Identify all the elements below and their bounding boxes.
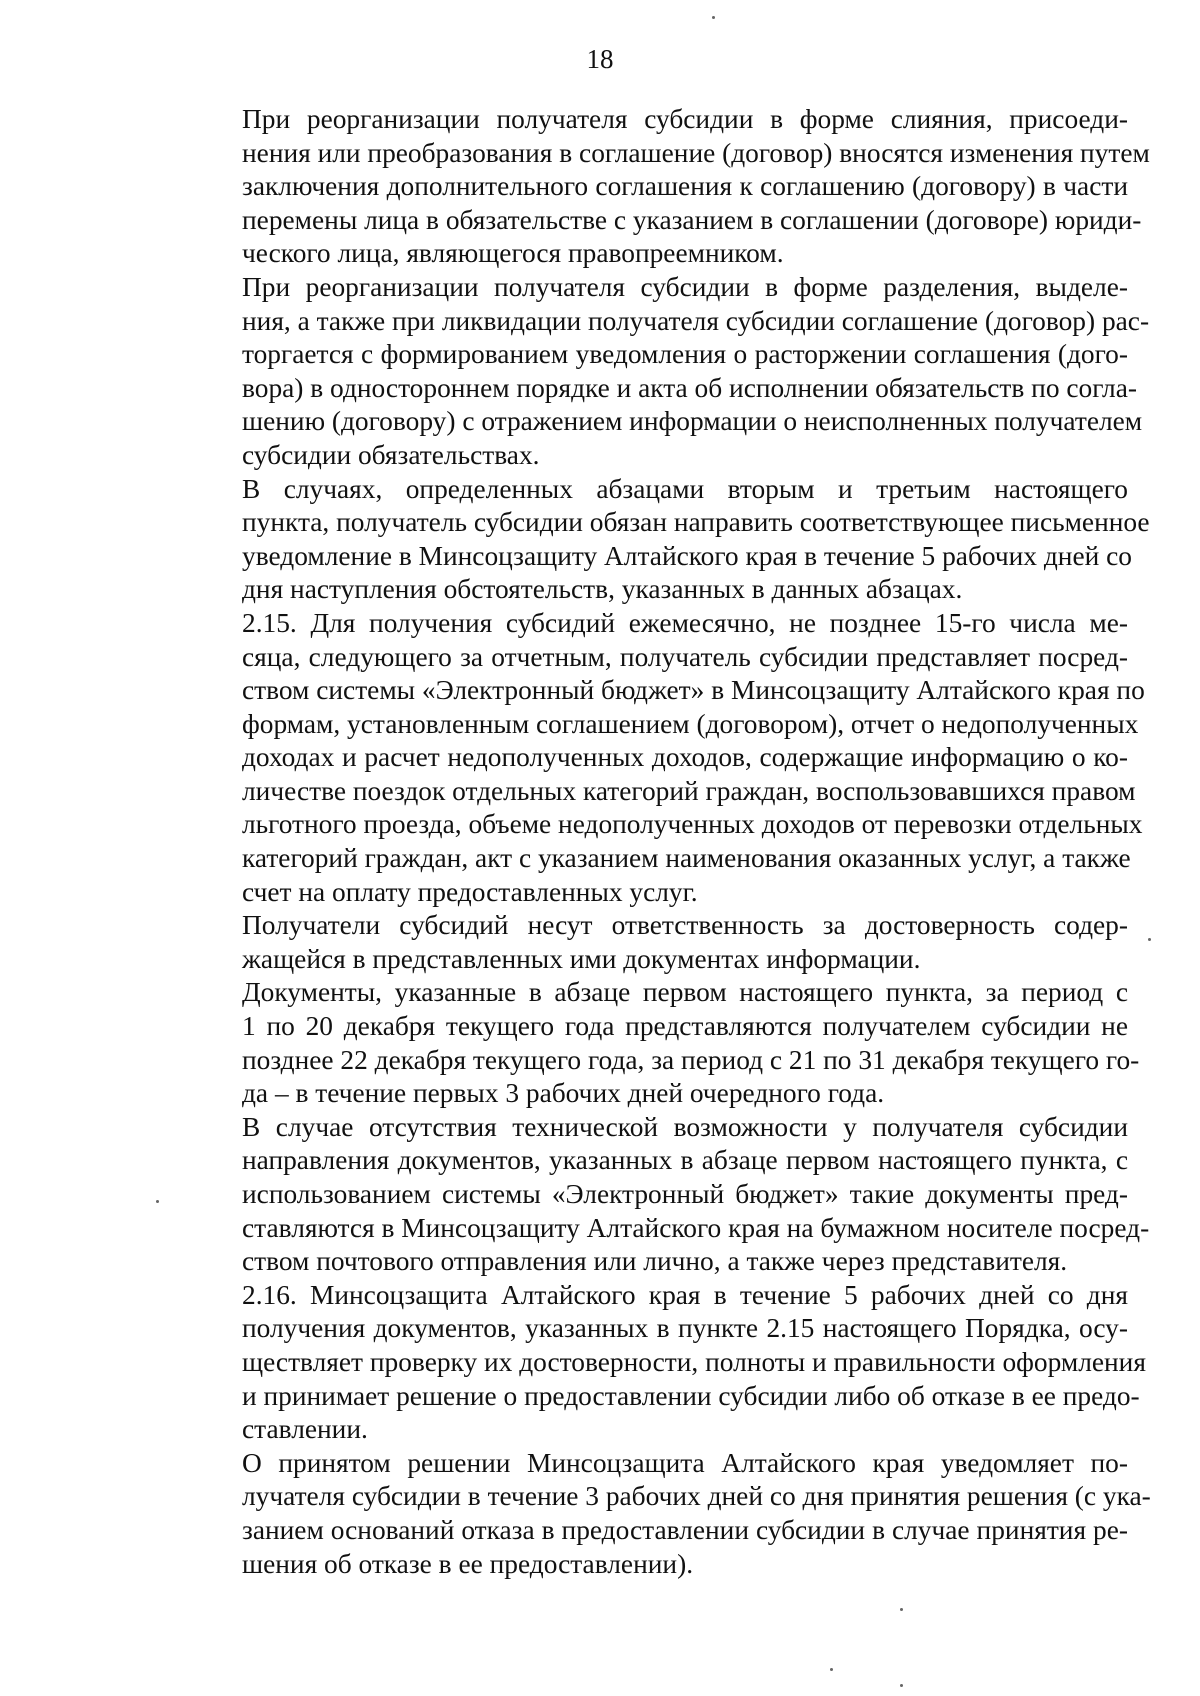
text-line: перемены лица в обязательстве с указанием в соглашении (договоре) юриди- [242,204,1142,235]
scan-speck [1148,938,1151,941]
paragraph [167,473,1150,607]
text-line: дня наступления обстоятельств, указанных в данных абзацах. [242,574,963,605]
paragraph [167,1111,1150,1279]
page-number: 18 [586,44,614,74]
text-line: 2.15. Для получения субсидий ежемесячно, не позднее 15-го числа ме- [242,607,1128,638]
text-line: категорий граждан, акт с указанием наименования оказанных услуг, а также [242,843,1131,874]
text-line: В случае отсутствия технической возможности у получателя субсидии [242,1111,1128,1142]
text-line: торгается с формированием уведомления о расторжении соглашения (дого- [242,339,1128,370]
text-line: ческого лица, являющегося правопреемником. [242,238,784,269]
text-line: заключения дополнительного соглашения к соглашению (договору) в части [242,171,1128,202]
text-line: вора) в одностороннем порядке и акта об исполнении обязательств по согла- [242,372,1138,403]
text-line: шения об отказе в ее предоставлении). [242,1548,694,1579]
text-line: формам, установленным соглашением (договором), отчет о недополученных [242,708,1139,739]
scan-speck [900,1608,903,1611]
text-line: позднее 22 декабря текущего года, за период с 21 по 31 декабря текущего го- [242,1044,1140,1075]
text-line: ством системы «Электронный бюджет» в Минсоцзащиту Алтайского края по [242,675,1145,706]
paragraph [167,271,1150,473]
text-line: ством почтового отправления или лично, а также через представителя. [242,1246,1068,1277]
text-line: лучателя субсидии в течение 3 рабочих дней со дня принятия решения (с ука- [242,1481,1151,1512]
text-line: ставляются в Минсоцзащиту Алтайского края на бумажном носителе посред- [242,1212,1150,1243]
text-line: О принятом решении Минсоцзащита Алтайского края уведомляет по- [242,1447,1128,1478]
text-line: При реорганизации получателя субсидии в форме слияния, присоеди- [242,104,1128,134]
text-line: занием оснований отказа в предоставлении субсидии в случае принятия ре- [242,1514,1128,1545]
text-line: 2.16. Минсоцзащита Алтайского края в течение 5 рабочих дней со дня [242,1279,1128,1310]
paragraph [167,909,1128,976]
text-line: счет на оплату предоставленных услуг. [242,876,698,907]
text-line: да – в течение первых 3 рабочих дней очередного года. [242,1078,885,1109]
text-line: сяца, следующего за отчетным, получатель субсидии представляет посред- [242,641,1128,672]
text-line: В случаях, определенных абзацами вторым и третьим настоящего [242,473,1128,504]
text-line: доходах и расчет недополученных доходов, содержащие информацию о ко- [242,742,1128,773]
text-line: жащейся в представленных ими документах информации. [242,943,921,974]
paragraph [167,103,1150,271]
text-line: нения или преобразования в соглашение (договор) вносятся изменения путем [242,137,1150,168]
text-line: 1 по 20 декабря текущего года представляются получателем субсидии не [242,1011,1128,1042]
text-line: пункта, получатель субсидии обязан направить соответствующее письменное [242,507,1150,538]
text-line: получения документов, указанных в пункте 2.15 настоящего Порядка, осу- [242,1313,1128,1344]
scan-speck [900,1684,903,1687]
text-line: ния, а также при ликвидации получателя субсидии соглашение (договор) рас- [242,305,1150,336]
scan-speck [156,1200,159,1203]
paragraph [167,1447,1151,1581]
text-line: уведомление в Минсоцзащиту Алтайского края в течение 5 рабочих дней со [242,540,1132,571]
text-line: личестве поездок отдельных категорий граждан, воспользовавшихся правом [242,775,1136,806]
text-line: При реорганизации получателя субсидии в форме разделения, выделе- [242,271,1128,302]
paragraph [167,607,1145,909]
text-line: направления документов, указанных в абзаце первом настоящего пункта, с [242,1145,1128,1176]
text-line: и принимает решение о предоставлении субсидии либо об отказе в ее предо- [242,1380,1140,1411]
text-line: ставлении. [242,1414,368,1445]
paragraph [167,1279,1146,1447]
text-line: субсидии обязательствах. [242,439,540,470]
paragraph [167,976,1140,1110]
text-line: Получатели субсидий несут ответственность за достоверность содер- [242,910,1128,941]
text-line: льготного проезда, объеме недополученных доходов от перевозки отдельных [242,809,1143,840]
text-line: ществляет проверку их достоверности, полноты и правильности оформления [242,1346,1146,1377]
scan-speck [830,1668,833,1671]
text-line: использованием системы «Электронный бюджет» такие документы пред- [242,1179,1128,1209]
text-line: шению (договору) с отражением информации о неисполненных получателем [242,406,1143,437]
document-body [167,103,1151,1581]
text-line: Документы, указанные в абзаце первом настоящего пункта, за период с [242,977,1128,1008]
scan-speck [712,16,715,19]
